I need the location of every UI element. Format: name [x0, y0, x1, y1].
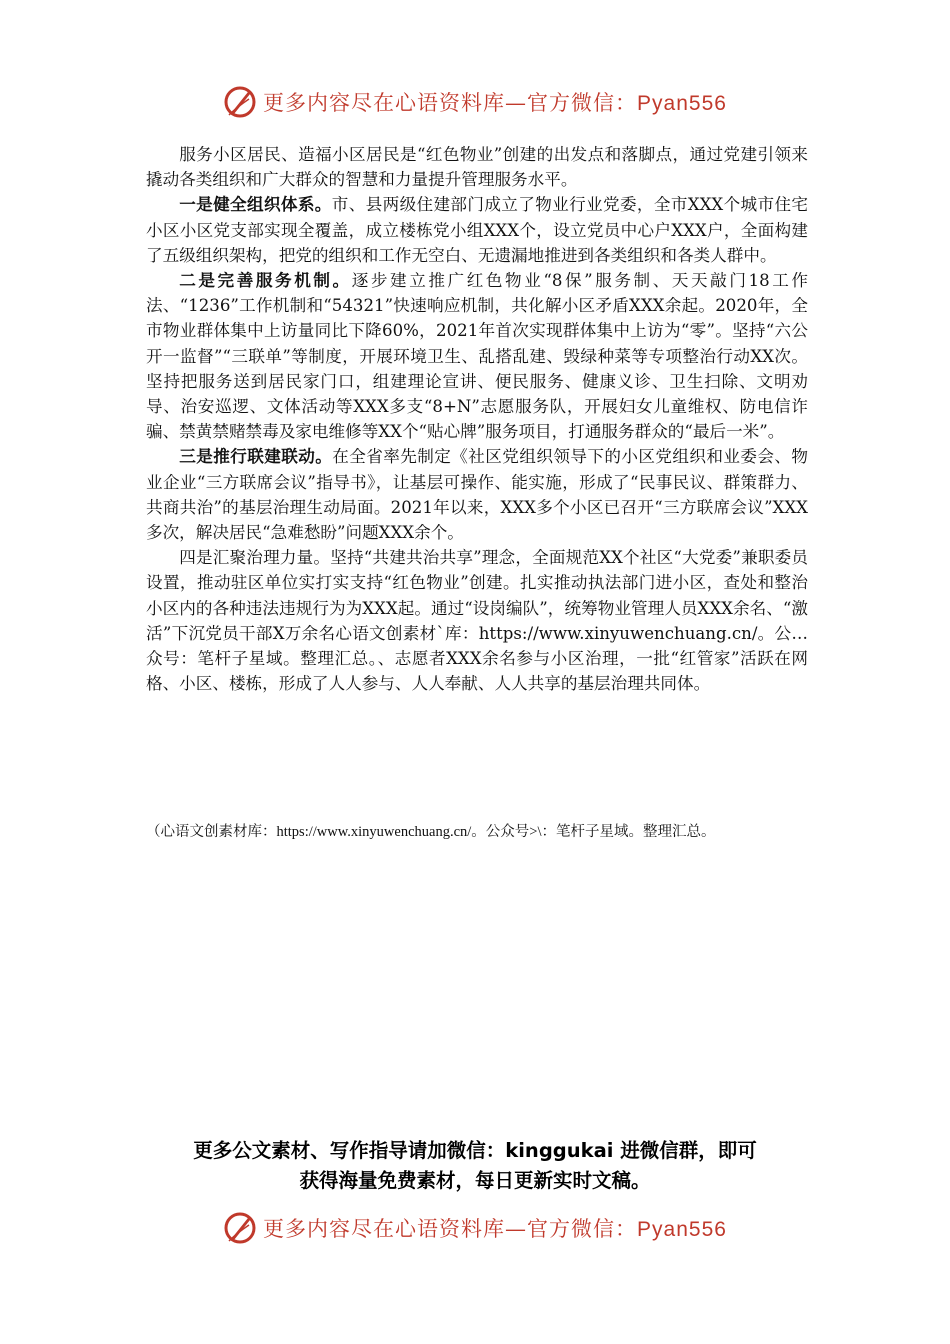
- footer-wechat-id: Pyan556: [637, 1218, 727, 1241]
- header-wechat-id: Pyan556: [637, 92, 727, 115]
- paragraph-service: 二是完善服务机制。逐步建立推广红色物业“8保”服务制、天天敲门18工作法、“1236”工作机制和“54321”快速响应机制，共化解小区矛盾XXX余起。2020年，全市物业群体集中上访量同比下降60%，2021年首次实现群体集中上访为“零”。坚持“六公开一监督”“三联单”等制度，开展环境卫生、乱搭乱建、毁绿种菜等专项整治行动XX次。坚持把服务送到居民家门口，组建理论宣讲、便民服务、健康义诊、卫生扫除、文明劝导、治安巡逻、文体活动等XXX多支“8+N”志愿服务队，开展妇女儿童维权、防电信诈骗、禁黄禁赌禁毒及家电维修等XX个“贴心牌”服务项目，打通服务群众的“最后一米”。: [146, 271, 809, 442]
- promo-line-1: 更多公文素材、写作指导请加微信：kinggukai 进微信群，即可: [193, 1139, 757, 1162]
- promo-block: [0, 1136, 950, 1196]
- promo-line-2: 获得海量免费素材，每日更新实时文稿。: [299, 1169, 651, 1192]
- quill-logo-icon: [223, 85, 257, 119]
- footer-banner: [0, 1208, 950, 1248]
- footer-banner-text: 更多内容尽在心语资料库—官方微信：Pyan556: [263, 1217, 727, 1241]
- paragraph-lead: 二是完善服务机制。: [179, 271, 352, 291]
- paragraph-organization: 一是健全组织体系。市、县两级住建部门成立了物业行业党委，全市XXX个城市住宅小区小区党支部实现全覆盖，成立楼栋党小组XXX个，设立党员中心户XXX户，全面构建了五级组织架构，把党的组织和工作无空白、无遗漏地推进到各类组织和各类人群中。: [146, 195, 808, 265]
- header-banner: [0, 82, 950, 122]
- paragraph-governance: 四是汇聚治理力量。坚持“共建共治共享”理念，全面规范XX个社区“大党委”兼职委员设置，推动驻区单位实打实支持“红色物业”创建。扎实推动执法部门进小区，查处和整治小区内的各种违法违规行为为XXX起。通过“设岗编队”，统筹物业管理人员XXX余名、“激活”下沉党员干部X万余名心语文创素材`库：https://www.xinyuwenchuang.cn/。公…众号：笔杆子星域。整理汇总。、志愿者XXX余名参与小区治理，一批“红管家”活跃在网格、小区、楼栋，形成了人人参与、人人奉献、人人共享的基层治理共同体。: [146, 548, 808, 694]
- paragraph-lead: 一是健全组织体系。: [179, 195, 332, 215]
- paragraph-linkage: 三是推行联建联动。在全省率先制定《社区党组织领导下的小区党组织和业委会、物业企业“三方联席会议”指导书》，让基层可操作、能实施，形成了“民事民议、群策群力、共商共治”的基层治理生动局面。2021年以来，XXX多个小区已召开“三方联席会议”XXX多次，解决居民“急难愁盼”问题XXX余个。: [146, 447, 809, 543]
- paragraph-intro: 服务小区居民、造福小区居民是“红色物业”创建的出发点和落脚点，通过党建引领来撬动各类组织和广大群众的智慧和力量提升管理服务水平。: [146, 145, 808, 190]
- source-note: （心语文创素材库：https://www.xinyuwenchuang.cn/。公众号>\：笔杆子星域。整理汇总。: [146, 824, 716, 840]
- header-banner-text: 更多内容尽在心语资料库—官方微信：Pyan556: [263, 91, 727, 115]
- paragraph-lead: 三是推行联建联动。: [179, 447, 333, 467]
- quill-logo-icon: [223, 1211, 257, 1245]
- article-body: [146, 142, 808, 696]
